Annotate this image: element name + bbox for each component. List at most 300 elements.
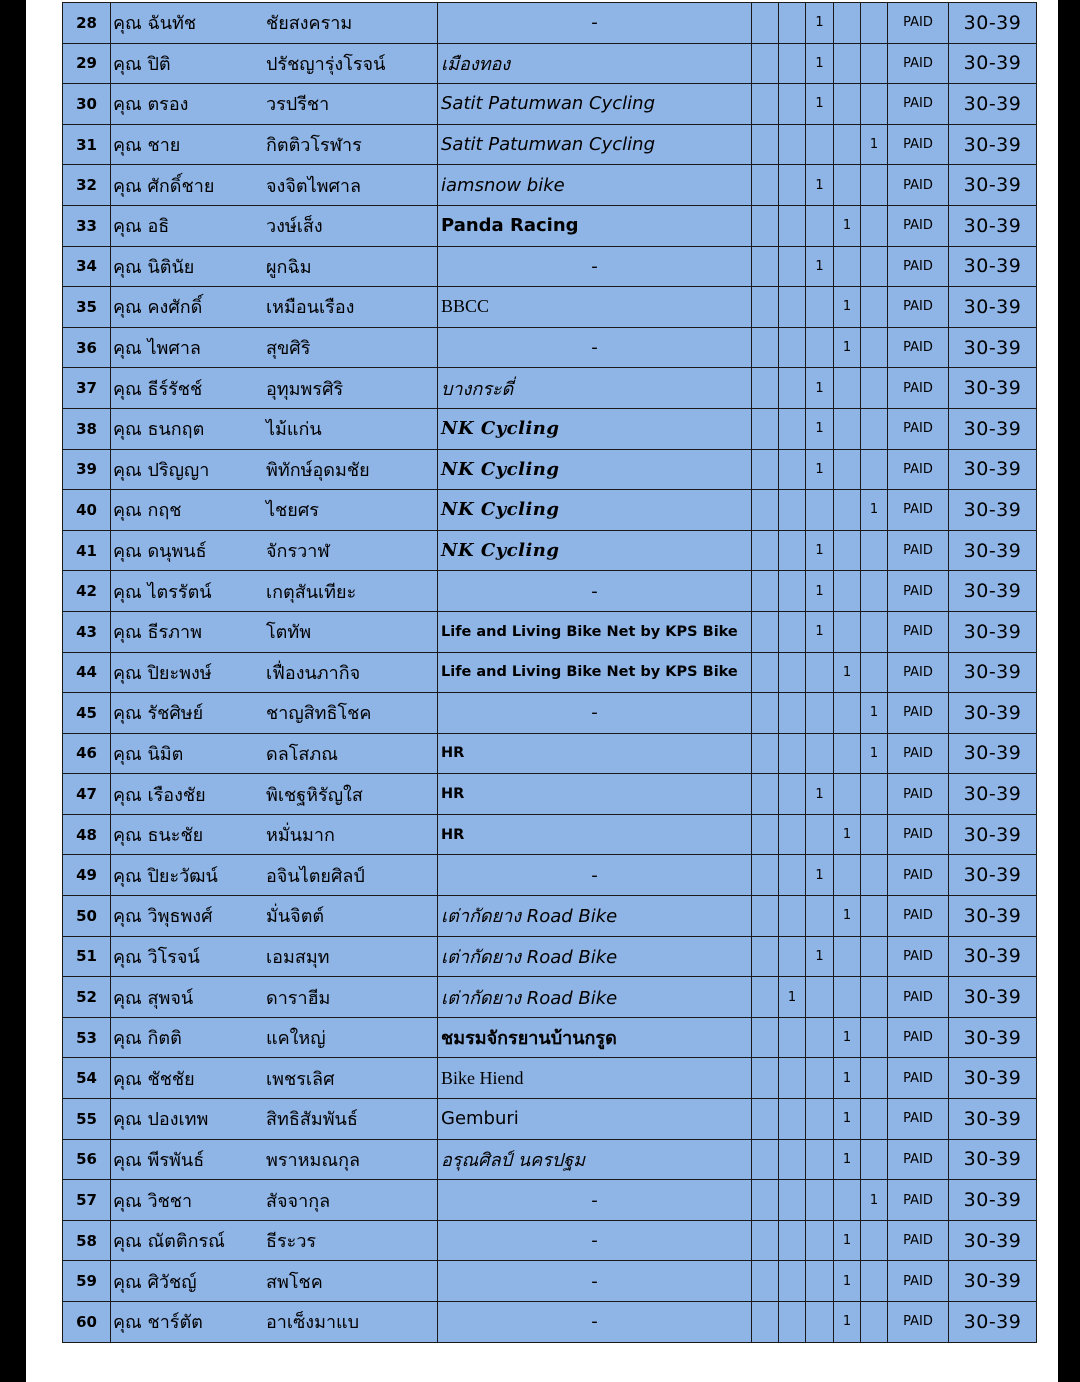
category-mark-cell (779, 287, 806, 328)
category-mark-cell (752, 327, 779, 368)
participant-name (111, 3, 438, 44)
first-name-cell (113, 333, 266, 362)
category-mark-cell (806, 1302, 834, 1343)
category-mark-cell (779, 165, 806, 206)
category-mark-cell: 1 (834, 652, 861, 693)
participant-name (111, 165, 438, 206)
category-mark-cell (752, 652, 779, 693)
age-group: 30-39 (949, 1017, 1037, 1058)
category-mark-cell: 1 (834, 327, 861, 368)
last-name: วงษ์เส็ง (266, 216, 323, 238)
category-mark-cell (779, 1058, 806, 1099)
first-name: วิพุธพงศ์ (147, 906, 213, 928)
table-row (63, 368, 1037, 409)
last-name: สุขศิริ (266, 338, 311, 360)
last-name: วรปรีชา (266, 94, 330, 116)
row-number: 59 (63, 1261, 111, 1302)
category-mark-cell (806, 327, 834, 368)
row-number: 47 (63, 774, 111, 815)
first-name-cell (113, 1307, 266, 1336)
category-mark-cell: 1 (834, 205, 861, 246)
first-name-cell (113, 8, 266, 37)
category-mark-cell (779, 449, 806, 490)
row-number: 45 (63, 693, 111, 734)
category-mark-cell (752, 611, 779, 652)
age-group: 30-39 (949, 246, 1037, 287)
category-mark-cell (779, 693, 806, 734)
first-name-cell (113, 1064, 266, 1093)
category-mark-cell: 1 (806, 774, 834, 815)
team-name: - (438, 1180, 752, 1221)
category-mark-cell: 1 (806, 530, 834, 571)
category-mark-cell (834, 936, 861, 977)
category-mark-cell (861, 571, 888, 612)
category-mark-cell (779, 1302, 806, 1343)
age-group: 30-39 (949, 611, 1037, 652)
age-group: 30-39 (949, 205, 1037, 246)
first-name-cell (113, 49, 266, 78)
participant-name (111, 287, 438, 328)
payment-status: PAID (888, 1139, 949, 1180)
last-name: สพโชค (266, 1271, 323, 1293)
table-row (63, 571, 1037, 612)
first-name-cell (113, 820, 266, 849)
team-name: - (438, 246, 752, 287)
first-name-cell (113, 658, 266, 687)
first-name: วิโรจน์ (147, 946, 200, 968)
category-mark-cell (779, 896, 806, 937)
payment-status: PAID (888, 327, 949, 368)
age-group: 30-39 (949, 1058, 1037, 1099)
table-row (63, 205, 1037, 246)
team-name: iamsnow bike (438, 165, 752, 206)
name-title: คุณ (113, 622, 142, 644)
category-mark-cell (752, 43, 779, 84)
category-mark-cell (779, 368, 806, 409)
category-mark-cell (861, 1058, 888, 1099)
participant-name (111, 1099, 438, 1140)
participant-name (111, 327, 438, 368)
category-mark-cell (834, 408, 861, 449)
category-mark-cell: 1 (806, 449, 834, 490)
first-name-cell (113, 1267, 266, 1296)
row-number: 55 (63, 1099, 111, 1140)
name-title: คุณ (113, 987, 142, 1009)
category-mark-cell (834, 84, 861, 125)
last-name: พิทักษ์อุดมชัย (266, 459, 370, 481)
category-mark-cell (752, 936, 779, 977)
payment-status: PAID (888, 1099, 949, 1140)
last-name: พิเชฐหิรัญใส (266, 784, 363, 806)
participant-name (111, 693, 438, 734)
name-title: คุณ (113, 1312, 142, 1334)
category-mark-cell (861, 3, 888, 44)
row-number: 56 (63, 1139, 111, 1180)
table-row (63, 165, 1037, 206)
last-name: สัจจากุล (266, 1190, 331, 1212)
category-mark-cell (752, 490, 779, 531)
category-mark-cell: 1 (806, 165, 834, 206)
table-row (63, 1261, 1037, 1302)
table-row (63, 124, 1037, 165)
team-name: Satit Patumwan Cycling (438, 124, 752, 165)
last-name: เพชรเลิศ (266, 1068, 335, 1090)
category-mark-cell (752, 896, 779, 937)
last-name: อุทุมพรศิริ (266, 378, 344, 400)
category-mark-cell: 1 (834, 287, 861, 328)
row-number: 49 (63, 855, 111, 896)
first-name-cell (113, 171, 266, 200)
table-row (63, 1302, 1037, 1343)
category-mark-cell (806, 1099, 834, 1140)
first-name: ชัชชัย (147, 1068, 195, 1090)
first-name: ชาย (147, 135, 181, 157)
age-group: 30-39 (949, 977, 1037, 1018)
last-name: สิทธิสัมพันธ์ (266, 1109, 358, 1131)
team-name: - (438, 327, 752, 368)
payment-status: PAID (888, 611, 949, 652)
age-group: 30-39 (949, 287, 1037, 328)
category-mark-cell: 1 (834, 1220, 861, 1261)
last-name: ธีระวร (266, 1231, 317, 1253)
last-name: แคใหญ่ (266, 1028, 326, 1050)
category-mark-cell (752, 1017, 779, 1058)
category-mark-cell (779, 733, 806, 774)
category-mark-cell (834, 530, 861, 571)
payment-status: PAID (888, 124, 949, 165)
team-name: - (438, 855, 752, 896)
row-number: 44 (63, 652, 111, 693)
first-name-cell (113, 942, 266, 971)
first-name: ดนุพนธ์ (147, 541, 207, 563)
participant-name (111, 408, 438, 449)
team-name: ชมรมจักรยานบ้านกรูด (438, 1017, 752, 1058)
team-name: NK Cycling (438, 408, 752, 449)
age-group: 30-39 (949, 408, 1037, 449)
payment-status: PAID (888, 1220, 949, 1261)
category-mark-cell (752, 1261, 779, 1302)
category-mark-cell: 1 (806, 936, 834, 977)
first-name-cell (113, 292, 266, 321)
participant-name (111, 611, 438, 652)
category-mark-cell (779, 3, 806, 44)
category-mark-cell: 1 (834, 1261, 861, 1302)
participant-name (111, 1058, 438, 1099)
last-name: กิตติวโรฬาร (266, 135, 362, 157)
category-mark-cell (779, 814, 806, 855)
row-number: 54 (63, 1058, 111, 1099)
category-mark-cell (752, 774, 779, 815)
category-mark-cell (861, 896, 888, 937)
category-mark-cell: 1 (834, 814, 861, 855)
category-mark-cell (861, 936, 888, 977)
team-name: - (438, 693, 752, 734)
category-mark-cell (806, 652, 834, 693)
first-name-cell (113, 211, 266, 240)
team-name: - (438, 571, 752, 612)
team-name: เมืองทอง (438, 43, 752, 84)
category-mark-cell (779, 1261, 806, 1302)
row-number: 40 (63, 490, 111, 531)
team-name: อรุณศิลป์ นครปฐม (438, 1139, 752, 1180)
participant-name (111, 733, 438, 774)
row-number: 60 (63, 1302, 111, 1343)
category-mark-cell (752, 571, 779, 612)
row-number: 51 (63, 936, 111, 977)
first-name: พีรพันธ์ (147, 1149, 205, 1171)
category-mark-cell (834, 571, 861, 612)
payment-status: PAID (888, 368, 949, 409)
category-mark-cell (779, 1017, 806, 1058)
last-name: เหมือนเรือง (266, 297, 355, 319)
team-name: HR (438, 814, 752, 855)
category-mark-cell (779, 936, 806, 977)
category-mark-cell (861, 408, 888, 449)
payment-status: PAID (888, 977, 949, 1018)
name-title: คุณ (113, 1231, 142, 1253)
participant-name (111, 936, 438, 977)
name-title: คุณ (113, 175, 142, 197)
category-mark-cell: 1 (834, 1058, 861, 1099)
category-mark-cell (834, 855, 861, 896)
category-mark-cell (861, 43, 888, 84)
payment-status: PAID (888, 530, 949, 571)
category-mark-cell (806, 1180, 834, 1221)
name-title: คุณ (113, 1028, 142, 1050)
category-mark-cell: 1 (834, 1139, 861, 1180)
first-name-cell (113, 1226, 266, 1255)
category-mark-cell (779, 855, 806, 896)
category-mark-cell: 1 (806, 43, 834, 84)
category-mark-cell (752, 530, 779, 571)
age-group: 30-39 (949, 327, 1037, 368)
category-mark-cell (752, 733, 779, 774)
first-name: เรืองชัย (147, 784, 206, 806)
participant-name (111, 1180, 438, 1221)
team-name: HR (438, 774, 752, 815)
category-mark-cell: 1 (779, 977, 806, 1018)
participant-name (111, 368, 438, 409)
table-row (63, 855, 1037, 896)
participant-name (111, 896, 438, 937)
team-name: NK Cycling (438, 449, 752, 490)
age-group: 30-39 (949, 693, 1037, 734)
category-mark-cell (861, 977, 888, 1018)
age-group: 30-39 (949, 43, 1037, 84)
category-mark-cell (779, 43, 806, 84)
category-mark-cell (752, 1099, 779, 1140)
name-title: คุณ (113, 1190, 142, 1212)
category-mark-cell (834, 611, 861, 652)
category-mark-cell (752, 287, 779, 328)
payment-status: PAID (888, 205, 949, 246)
payment-status: PAID (888, 1261, 949, 1302)
table-row (63, 43, 1037, 84)
category-mark-cell (806, 287, 834, 328)
category-mark-cell (861, 1139, 888, 1180)
registration-table (62, 2, 1037, 1343)
category-mark-cell (779, 652, 806, 693)
category-mark-cell (752, 693, 779, 734)
payment-status: PAID (888, 733, 949, 774)
table-row (63, 896, 1037, 937)
category-mark-cell (861, 205, 888, 246)
category-mark-cell (752, 1139, 779, 1180)
table-row (63, 1220, 1037, 1261)
table-row (63, 733, 1037, 774)
category-mark-cell (834, 246, 861, 287)
team-name: HR (438, 733, 752, 774)
category-mark-cell (752, 855, 779, 896)
participant-name (111, 977, 438, 1018)
category-mark-cell: 1 (806, 3, 834, 44)
category-mark-cell (806, 814, 834, 855)
table-row (63, 1017, 1037, 1058)
participant-name (111, 1139, 438, 1180)
last-name: จงจิตไพศาล (266, 175, 362, 197)
payment-status: PAID (888, 855, 949, 896)
first-name-cell (113, 374, 266, 403)
category-mark-cell (861, 1220, 888, 1261)
first-name: ชาร์ตัต (147, 1312, 203, 1334)
category-mark-cell (861, 855, 888, 896)
team-name: เต่ากัดยาง Road Bike (438, 896, 752, 937)
category-mark-cell (861, 449, 888, 490)
category-mark-cell (779, 246, 806, 287)
age-group: 30-39 (949, 1139, 1037, 1180)
category-mark-cell (779, 408, 806, 449)
table-row (63, 774, 1037, 815)
category-mark-cell (806, 733, 834, 774)
last-name: ผูกฉิม (266, 256, 312, 278)
table-row (63, 327, 1037, 368)
participant-name (111, 205, 438, 246)
age-group: 30-39 (949, 814, 1037, 855)
first-name-cell (113, 577, 266, 606)
participant-name (111, 774, 438, 815)
category-mark-cell: 1 (861, 490, 888, 531)
table-row (63, 611, 1037, 652)
category-mark-cell: 1 (806, 855, 834, 896)
row-number: 30 (63, 84, 111, 125)
row-number: 29 (63, 43, 111, 84)
payment-status: PAID (888, 936, 949, 977)
participant-name (111, 571, 438, 612)
category-mark-cell (806, 693, 834, 734)
category-mark-cell (834, 733, 861, 774)
name-title: คุณ (113, 662, 142, 684)
participant-name (111, 1302, 438, 1343)
category-mark-cell: 1 (834, 1302, 861, 1343)
category-mark-cell (806, 490, 834, 531)
first-name-cell (113, 901, 266, 930)
table-row (63, 1139, 1037, 1180)
row-number: 34 (63, 246, 111, 287)
category-mark-cell: 1 (861, 124, 888, 165)
last-name: ชาญสิทธิโชค (266, 703, 372, 725)
row-number: 43 (63, 611, 111, 652)
category-mark-cell (752, 1180, 779, 1221)
last-name: อาเซ็งมาแบ (266, 1312, 360, 1334)
category-mark-cell (806, 1017, 834, 1058)
table-row (63, 408, 1037, 449)
first-name: คงศักดิ์ (147, 297, 203, 319)
last-name: ดาราฮีม (266, 987, 331, 1009)
table-row (63, 693, 1037, 734)
first-name-cell (113, 861, 266, 890)
first-name-cell (113, 739, 266, 768)
age-group: 30-39 (949, 3, 1037, 44)
category-mark-cell (752, 977, 779, 1018)
row-number: 31 (63, 124, 111, 165)
payment-status: PAID (888, 449, 949, 490)
age-group: 30-39 (949, 733, 1037, 774)
name-title: คุณ (113, 946, 142, 968)
row-number: 42 (63, 571, 111, 612)
team-name: NK Cycling (438, 490, 752, 531)
payment-status: PAID (888, 652, 949, 693)
last-name: เฟื่องนภากิจ (266, 662, 361, 684)
category-mark-cell: 1 (806, 368, 834, 409)
first-name-cell (113, 1104, 266, 1133)
category-mark-cell (806, 977, 834, 1018)
row-number: 50 (63, 896, 111, 937)
name-title: คุณ (113, 906, 142, 928)
age-group: 30-39 (949, 1099, 1037, 1140)
first-name-cell (113, 495, 266, 524)
category-mark-cell (834, 368, 861, 409)
category-mark-cell: 1 (861, 1180, 888, 1221)
team-name: Satit Patumwan Cycling (438, 84, 752, 125)
table-row (63, 84, 1037, 125)
payment-status: PAID (888, 1180, 949, 1221)
category-mark-cell (834, 449, 861, 490)
first-name-cell (113, 780, 266, 809)
table-row (63, 449, 1037, 490)
first-name: ปิติ (147, 53, 171, 75)
name-title: คุณ (113, 581, 142, 603)
first-name-cell (113, 536, 266, 565)
last-name: ดลโสภณ (266, 743, 338, 765)
age-group: 30-39 (949, 530, 1037, 571)
table-row (63, 977, 1037, 1018)
last-name: ไชยศร (266, 500, 319, 522)
participant-name (111, 1261, 438, 1302)
payment-status: PAID (888, 814, 949, 855)
row-number: 33 (63, 205, 111, 246)
category-mark-cell (861, 530, 888, 571)
category-mark-cell (779, 611, 806, 652)
age-group: 30-39 (949, 774, 1037, 815)
category-mark-cell (779, 84, 806, 125)
participant-name (111, 490, 438, 531)
category-mark-cell (834, 165, 861, 206)
row-number: 57 (63, 1180, 111, 1221)
name-title: คุณ (113, 1149, 142, 1171)
category-mark-cell (752, 246, 779, 287)
category-mark-cell (752, 3, 779, 44)
payment-status: PAID (888, 1017, 949, 1058)
category-mark-cell (806, 1139, 834, 1180)
category-mark-cell (779, 774, 806, 815)
payment-status: PAID (888, 1058, 949, 1099)
team-name: เต่ากัดยาง Road Bike (438, 977, 752, 1018)
first-name-cell (113, 1145, 266, 1174)
first-name: รัชศิษย์ (147, 703, 204, 725)
last-name: ชัยสงคราม (266, 13, 353, 35)
participant-name (111, 530, 438, 571)
age-group: 30-39 (949, 368, 1037, 409)
